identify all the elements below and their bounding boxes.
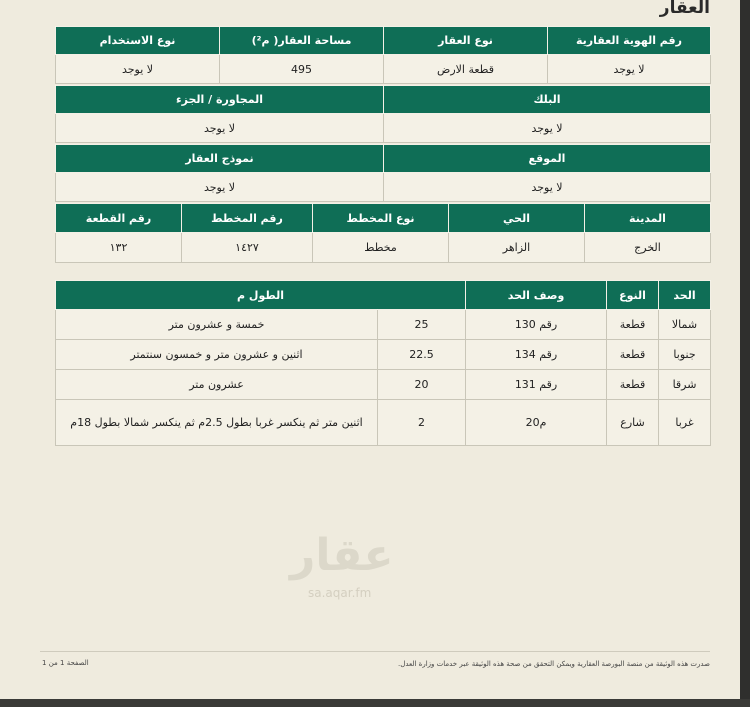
header-property-id: رقم الهوية العقارية: [548, 27, 711, 55]
header-length: الطول م: [56, 281, 466, 310]
border-type: قطعة: [607, 340, 659, 370]
border-length: 2: [378, 400, 466, 446]
border-length-text: اثنين و عشرون متر و خمسون سنتمتر: [56, 340, 378, 370]
value-block: لا يوجد: [384, 114, 711, 143]
table-row: [56, 310, 711, 340]
header-property-model: نموذج العقار: [56, 145, 384, 173]
table-row: [56, 370, 711, 400]
value-property-id: لا يوجد: [548, 55, 711, 84]
header-neighborhood-part: المجاورة / الجزء: [56, 86, 384, 114]
table-row: [56, 340, 711, 370]
value-plan-number: ١٤٢٧: [182, 233, 313, 263]
value-plot-number: ١٣٢: [56, 233, 182, 263]
header-description: وصف الحد: [466, 281, 607, 310]
value-property-area: 495: [220, 55, 384, 84]
viewer-edge-right: [740, 0, 750, 707]
page-number: الصفحة 1 من 1: [42, 659, 89, 667]
header-city: المدينة: [585, 204, 711, 233]
value-location: لا يوجد: [384, 173, 711, 202]
value-city: الخرج: [585, 233, 711, 263]
watermark-logo-text: عقار: [290, 530, 394, 581]
borders-table: [55, 280, 711, 446]
header-plot-number: رقم القطعة: [56, 204, 182, 233]
header-property-area: مساحة العقار( م²): [220, 27, 384, 55]
border-length: 20: [378, 370, 466, 400]
border-side: شمالا: [659, 310, 711, 340]
header-property-type: نوع العقار: [384, 27, 548, 55]
value-property-model: لا يوجد: [56, 173, 384, 202]
footer-note: صدرت هذه الوثيقة من منصة البورصة العقارية ويمكن التحقق من صحة هذه الوثيقة عبر خدمات وزارة العدل.: [398, 660, 710, 668]
section-title: العقار: [659, 0, 710, 18]
border-side: شرقا: [659, 370, 711, 400]
border-type: قطعة: [607, 310, 659, 340]
header-usage-type: نوع الاستخدام: [56, 27, 220, 55]
border-length-text: عشرون متر: [56, 370, 378, 400]
border-type: شارع: [607, 400, 659, 446]
location-table: [55, 144, 711, 202]
border-length: 25: [378, 310, 466, 340]
header-block: البلك: [384, 86, 711, 114]
border-description: م20: [466, 400, 607, 446]
value-usage-type: لا يوجد: [56, 55, 220, 84]
header-district: الحي: [449, 204, 585, 233]
plan-table: [55, 203, 711, 263]
border-side: غربا: [659, 400, 711, 446]
header-location: الموقع: [384, 145, 711, 173]
value-district: الزاهر: [449, 233, 585, 263]
border-description: رقم 134: [466, 340, 607, 370]
border-length-text: اثنين متر ثم ينكسر غربا بطول 2.5م ثم ينكسر شمالا بطول 18م: [56, 400, 378, 446]
border-description: رقم 130: [466, 310, 607, 340]
value-property-type: قطعة الارض: [384, 55, 548, 84]
border-type: قطعة: [607, 370, 659, 400]
value-plan-type: مخطط: [313, 233, 449, 263]
header-type: النوع: [607, 281, 659, 310]
value-neighborhood-part: لا يوجد: [56, 114, 384, 143]
header-plan-type: نوع المخطط: [313, 204, 449, 233]
border-side: جنوبا: [659, 340, 711, 370]
block-table: [55, 85, 711, 143]
table-row: [56, 400, 711, 446]
property-table: [55, 26, 711, 84]
aqar-watermark: [270, 530, 410, 610]
header-plan-number: رقم المخطط: [182, 204, 313, 233]
footer-divider: [40, 651, 710, 652]
header-side: الحد: [659, 281, 711, 310]
watermark-url: sa.aqar.fm: [308, 586, 372, 600]
viewer-edge-bottom: [0, 699, 750, 707]
border-length: 22.5: [378, 340, 466, 370]
border-length-text: خمسة و عشرون متر: [56, 310, 378, 340]
border-description: رقم 131: [466, 370, 607, 400]
